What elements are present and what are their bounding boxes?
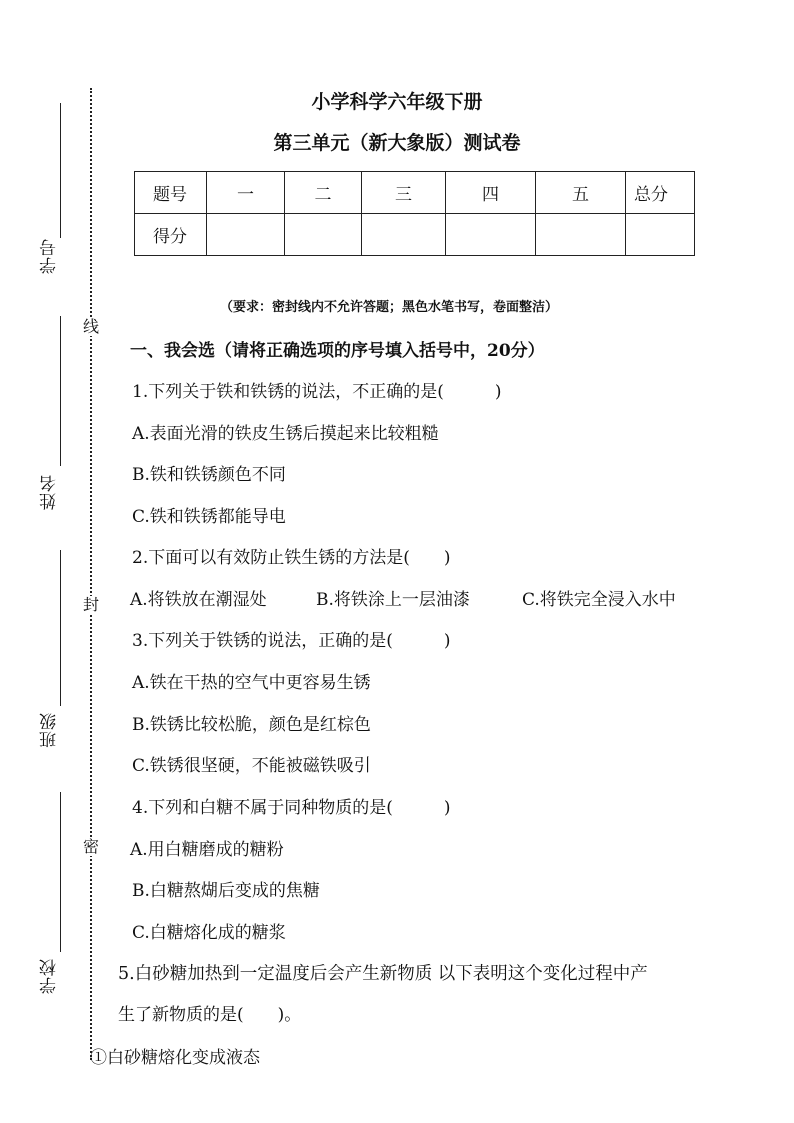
score-input-q2[interactable] (285, 214, 362, 256)
q5-stem-line1: 5.白砂糖加热到一定温度后会产生新物质 以下表明这个变化过程中产 (118, 964, 648, 984)
section-heading: 一、我会选（请将正确选项的序号填入括号中，20分） (130, 341, 545, 361)
q4-option-b: B.白糖熬煳后变成的焦糖 (132, 881, 320, 901)
class-label: 班级 (40, 712, 60, 748)
seal-char-line: 线 (82, 317, 99, 336)
cell-q1: 一 (207, 172, 285, 214)
cell-q5: 五 (536, 172, 626, 214)
cell-q3: 三 (362, 172, 446, 214)
score-input-q1[interactable] (207, 214, 285, 256)
q1-option-a: A.表面光滑的铁皮生锈后摸起来比较粗糙 (132, 424, 439, 444)
seal-char-secret: 密 (82, 837, 99, 856)
school-blank[interactable] (60, 792, 61, 952)
q2-stem: 2.下面可以有效防止铁生锈的方法是( ) (132, 548, 451, 568)
q1-option-b: B.铁和铁锈颜色不同 (132, 465, 286, 485)
school-label: 学校 (40, 958, 60, 994)
q2-option-b: B.将铁涂上一层油漆 (316, 590, 470, 610)
page-title: 小学科学六年级下册 (311, 91, 483, 113)
student-id-label: 学号 (40, 238, 60, 274)
page-subtitle: 第三单元（新大象版）测试卷 (273, 132, 521, 154)
student-id-blank[interactable] (60, 103, 61, 238)
q2-option-c: C.将铁完全浸入水中 (522, 590, 676, 610)
class-blank[interactable] (60, 550, 61, 706)
name-blank[interactable] (60, 316, 61, 466)
cell-score-label: 得分 (135, 214, 207, 256)
score-input-q4[interactable] (446, 214, 536, 256)
cell-total: 总分 (626, 172, 695, 214)
q4-stem: 4.下列和白糖不属于同种物质的是( ) (132, 798, 451, 818)
cell-q2: 二 (285, 172, 362, 214)
score-input-total[interactable] (626, 214, 695, 256)
seal-dotted-line (90, 88, 92, 1060)
score-table-score-row (135, 214, 695, 256)
seal-char-seal: 封 (82, 595, 99, 614)
q4-option-c: C.白糖熔化成的糖浆 (132, 923, 286, 943)
q1-stem: 1.下列关于铁和铁锈的说法，不正确的是( ) (132, 382, 502, 402)
score-input-q3[interactable] (362, 214, 446, 256)
score-table-header-row (135, 172, 695, 214)
q1-option-c: C.铁和铁锈都能导电 (132, 507, 286, 527)
cell-question-no: 题号 (135, 172, 207, 214)
q3-stem: 3.下列关于铁锈的说法，正确的是( ) (132, 631, 451, 651)
q3-option-b: B.铁锈比较松脆，颜色是红棕色 (132, 715, 371, 735)
q3-option-a: A.铁在干热的空气中更容易生锈 (132, 673, 371, 693)
requirement-note: （要求：密封线内不允许答题；黑色水笔书写，卷面整洁） (220, 300, 559, 315)
q2-option-a: A.将铁放在潮湿处 (130, 590, 267, 610)
name-label: 姓名 (40, 474, 60, 510)
q4-option-a: A.用白糖磨成的糖粉 (130, 840, 284, 860)
q5-option-1: ①白砂糖熔化变成液态 (90, 1048, 260, 1068)
q5-stem-line2: 生了新物质的是( )。 (118, 1005, 302, 1025)
cell-q4: 四 (446, 172, 536, 214)
q3-option-c: C.铁锈很坚硬，不能被磁铁吸引 (132, 756, 371, 776)
score-input-q5[interactable] (536, 214, 626, 256)
score-table (134, 171, 695, 256)
